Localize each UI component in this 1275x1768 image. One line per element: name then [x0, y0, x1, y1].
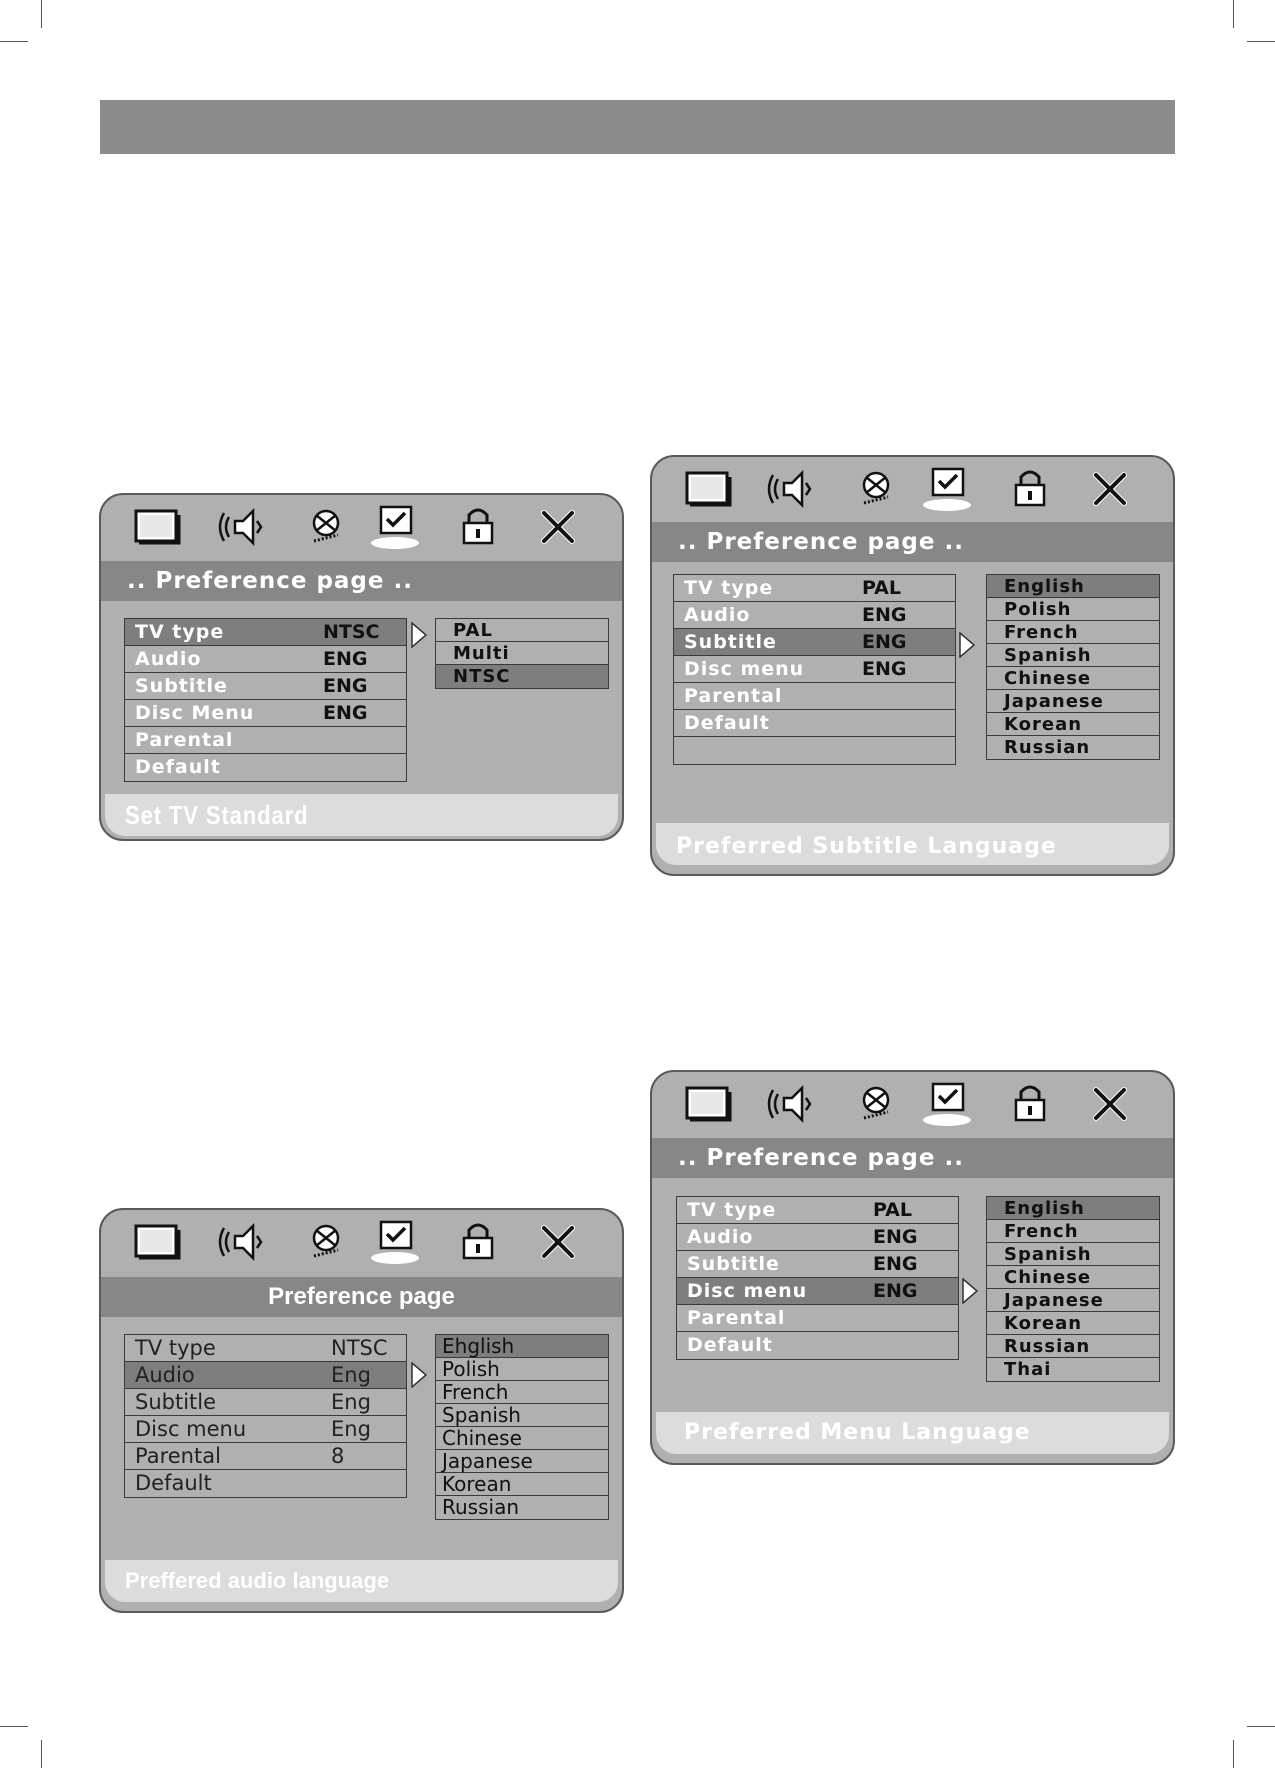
settings-menu: [676, 1196, 959, 1360]
option-item[interactable]: French: [436, 1381, 608, 1404]
menu-row-label: Subtitle: [135, 1390, 217, 1414]
menu-row-value: Eng: [331, 1363, 371, 1387]
menu-row-value: ENG: [862, 658, 907, 680]
menu-row-label: Audio: [684, 604, 751, 626]
menu-row-parental[interactable]: [125, 727, 406, 754]
menu-row-tv-type[interactable]: [677, 1197, 958, 1224]
menu-row-value: PAL: [862, 577, 901, 599]
speaker-icon[interactable]: [764, 465, 816, 513]
page-title-bar: [652, 1138, 1173, 1178]
page-title: .. Preference page ..: [127, 568, 413, 594]
close-icon[interactable]: [532, 503, 584, 551]
menu-row-label: Disc Menu: [135, 702, 255, 724]
preference-checkmark-icon[interactable]: [921, 1080, 973, 1128]
menu-row-label: Default: [684, 712, 770, 734]
menu-row-value: Eng: [331, 1390, 371, 1414]
menu-row-value: 8: [331, 1444, 345, 1468]
option-item[interactable]: Chinese: [987, 1266, 1159, 1289]
menu-row-label: Parental: [684, 685, 783, 707]
menu-row-audio[interactable]: [677, 1224, 958, 1251]
option-list: [986, 574, 1160, 760]
osd-icon-bar: [652, 1072, 1173, 1138]
page-title: .. Preference page ..: [678, 1145, 964, 1171]
menu-row-label: Subtitle: [684, 631, 777, 653]
padlock-icon[interactable]: [452, 503, 504, 551]
menu-row-label: Parental: [687, 1307, 786, 1329]
satellite-icon[interactable]: [300, 1218, 352, 1266]
option-item[interactable]: Korean: [436, 1473, 608, 1496]
status-bar: [105, 794, 618, 836]
crop-mark: [1247, 1726, 1275, 1727]
menu-row-label: Parental: [135, 1444, 221, 1468]
preference-checkmark-icon[interactable]: [369, 1218, 421, 1266]
option-item[interactable]: Japanese: [436, 1450, 608, 1473]
menu-row-label: Disc menu: [687, 1280, 808, 1302]
satellite-icon[interactable]: [300, 503, 352, 551]
menu-row-label: Audio: [135, 648, 202, 670]
page-title-bar: [101, 1277, 622, 1317]
menu-row-value: ENG: [323, 648, 368, 670]
option-item[interactable]: Spanish: [987, 1243, 1159, 1266]
option-item[interactable]: Spanish: [987, 644, 1159, 667]
menu-row-label: TV type: [687, 1199, 777, 1221]
menu-row-disc-menu[interactable]: [125, 1416, 406, 1443]
close-icon[interactable]: [532, 1218, 584, 1266]
menu-row-value: ENG: [873, 1253, 918, 1275]
option-item[interactable]: Japanese: [987, 1289, 1159, 1312]
option-item[interactable]: Thai: [1004, 1359, 1052, 1380]
menu-row-parental[interactable]: [674, 683, 955, 710]
settings-menu: [124, 618, 407, 782]
menu-row-label: Disc menu: [135, 1417, 247, 1441]
menu-row-default[interactable]: [125, 754, 406, 781]
option-item[interactable]: Polish: [436, 1358, 608, 1381]
menu-row-label: Subtitle: [687, 1253, 780, 1275]
menu-row-label: TV type: [135, 621, 225, 643]
page-title: Preference page: [268, 1283, 455, 1310]
option-list: [435, 1334, 609, 1520]
osd-icon-bar: [652, 457, 1173, 523]
status-text: Set TV Standard: [125, 800, 309, 830]
crop-mark: [1247, 41, 1275, 42]
speaker-icon[interactable]: [764, 1080, 816, 1128]
option-item[interactable]: Chinese: [987, 667, 1159, 690]
page-title-bar: [101, 561, 622, 601]
osd-icon-bar: [101, 1210, 622, 1276]
menu-row-disc-menu[interactable]: [125, 700, 406, 727]
menu-row-value: ENG: [323, 675, 368, 697]
option-item[interactable]: Russian: [442, 1495, 520, 1519]
menu-row-disc-menu[interactable]: [677, 1278, 958, 1305]
settings-menu: [673, 574, 956, 765]
tv-screen-icon[interactable]: [682, 1080, 734, 1128]
preference-checkmark-icon[interactable]: [369, 503, 421, 551]
option-item[interactable]: Chinese: [436, 1427, 608, 1450]
option-item[interactable]: English: [987, 575, 1159, 598]
menu-row-value: NTSC: [323, 621, 380, 643]
menu-row-audio[interactable]: [125, 1362, 406, 1389]
menu-row-value: Eng: [331, 1417, 371, 1441]
option-item[interactable]: French: [987, 621, 1159, 644]
osd-panel-subtitle: [650, 455, 1175, 876]
option-item[interactable]: Russian: [987, 1335, 1159, 1358]
status-text: Preferred Subtitle Language: [676, 834, 1057, 859]
menu-row-label: TV type: [135, 1336, 216, 1360]
tv-screen-icon[interactable]: [131, 503, 183, 551]
crop-mark: [0, 41, 28, 42]
menu-row-subtitle[interactable]: [677, 1251, 958, 1278]
menu-row-disc-menu[interactable]: [674, 656, 955, 683]
menu-row-tv-type[interactable]: [674, 575, 955, 602]
menu-row-value: ENG: [862, 631, 907, 653]
option-list: [435, 618, 609, 689]
option-item[interactable]: English: [987, 1197, 1159, 1220]
option-item[interactable]: Polish: [987, 598, 1159, 621]
menu-row-audio[interactable]: [125, 646, 406, 673]
status-bar: [656, 1412, 1169, 1454]
tv-screen-icon[interactable]: [131, 1218, 183, 1266]
section-header-bar: [100, 100, 1175, 154]
menu-row-tv-type[interactable]: [125, 619, 406, 646]
status-text: Preferred Menu Language: [684, 1420, 1031, 1445]
padlock-icon[interactable]: [452, 1218, 504, 1266]
satellite-icon[interactable]: [850, 1080, 902, 1128]
speaker-icon[interactable]: [215, 1218, 267, 1266]
menu-row-label: Default: [687, 1334, 773, 1356]
menu-row-parental[interactable]: [677, 1305, 958, 1332]
menu-row-subtitle[interactable]: [674, 629, 955, 656]
menu-row-label: Default: [135, 756, 221, 778]
menu-row-label: Default: [135, 1471, 212, 1495]
option-item[interactable]: Korean: [987, 1312, 1159, 1335]
menu-row-tv-type[interactable]: [125, 1335, 406, 1362]
option-item[interactable]: French: [987, 1220, 1159, 1243]
menu-row-label: Audio: [687, 1226, 754, 1248]
option-item[interactable]: Ehglish: [436, 1335, 608, 1358]
menu-row-label: Parental: [135, 729, 234, 751]
crop-mark: [1233, 1740, 1234, 1768]
page-title-bar: [652, 522, 1173, 562]
menu-row-value: ENG: [323, 702, 368, 724]
status-bar: [105, 1560, 618, 1602]
status-text: Preffered audio language: [125, 1568, 390, 1593]
menu-row-default[interactable]: [677, 1332, 958, 1359]
osd-panel-menu-language: [650, 1070, 1175, 1465]
option-item[interactable]: Japanese: [987, 690, 1159, 713]
crop-mark: [0, 1726, 28, 1727]
option-item[interactable]: Spanish: [436, 1404, 608, 1427]
menu-row-label: TV type: [684, 577, 774, 599]
close-icon[interactable]: [1084, 1080, 1136, 1128]
menu-row-value: ENG: [873, 1280, 918, 1302]
settings-menu: [124, 1334, 407, 1498]
menu-row-label: Subtitle: [135, 675, 228, 697]
option-list: [986, 1196, 1160, 1382]
menu-row-value: NTSC: [331, 1336, 388, 1360]
menu-row-label: Disc menu: [684, 658, 805, 680]
osd-panel-tv-type: [99, 493, 624, 841]
close-icon[interactable]: [1084, 465, 1136, 513]
option-item[interactable]: PAL: [436, 619, 608, 642]
padlock-icon[interactable]: [1004, 1080, 1056, 1128]
page-title: .. Preference page ..: [678, 529, 964, 555]
crop-mark: [1233, 0, 1234, 28]
menu-row-empty: [674, 737, 955, 764]
osd-icon-bar: [101, 495, 622, 561]
status-bar: [656, 823, 1169, 865]
menu-row-subtitle[interactable]: [125, 673, 406, 700]
tv-screen-icon[interactable]: [682, 465, 734, 513]
option-item[interactable]: Russian: [1004, 737, 1091, 758]
menu-row-value: ENG: [873, 1226, 918, 1248]
crop-mark: [41, 0, 42, 28]
menu-row-parental[interactable]: [125, 1443, 406, 1470]
crop-mark: [41, 1740, 42, 1768]
menu-row-default[interactable]: [125, 1470, 406, 1497]
menu-row-value: PAL: [873, 1199, 912, 1221]
option-item[interactable]: Korean: [987, 713, 1159, 736]
menu-row-subtitle[interactable]: [125, 1389, 406, 1416]
menu-row-value: ENG: [862, 604, 907, 626]
menu-row-audio[interactable]: [674, 602, 955, 629]
menu-row-label: Audio: [135, 1363, 195, 1387]
padlock-icon[interactable]: [1004, 465, 1056, 513]
option-item[interactable]: NTSC: [436, 665, 608, 688]
option-item[interactable]: Multi: [436, 642, 608, 665]
menu-row-default[interactable]: [674, 710, 955, 737]
preference-checkmark-icon[interactable]: [921, 465, 973, 513]
speaker-icon[interactable]: [215, 503, 267, 551]
satellite-icon[interactable]: [850, 465, 902, 513]
osd-panel-audio: [99, 1208, 624, 1613]
